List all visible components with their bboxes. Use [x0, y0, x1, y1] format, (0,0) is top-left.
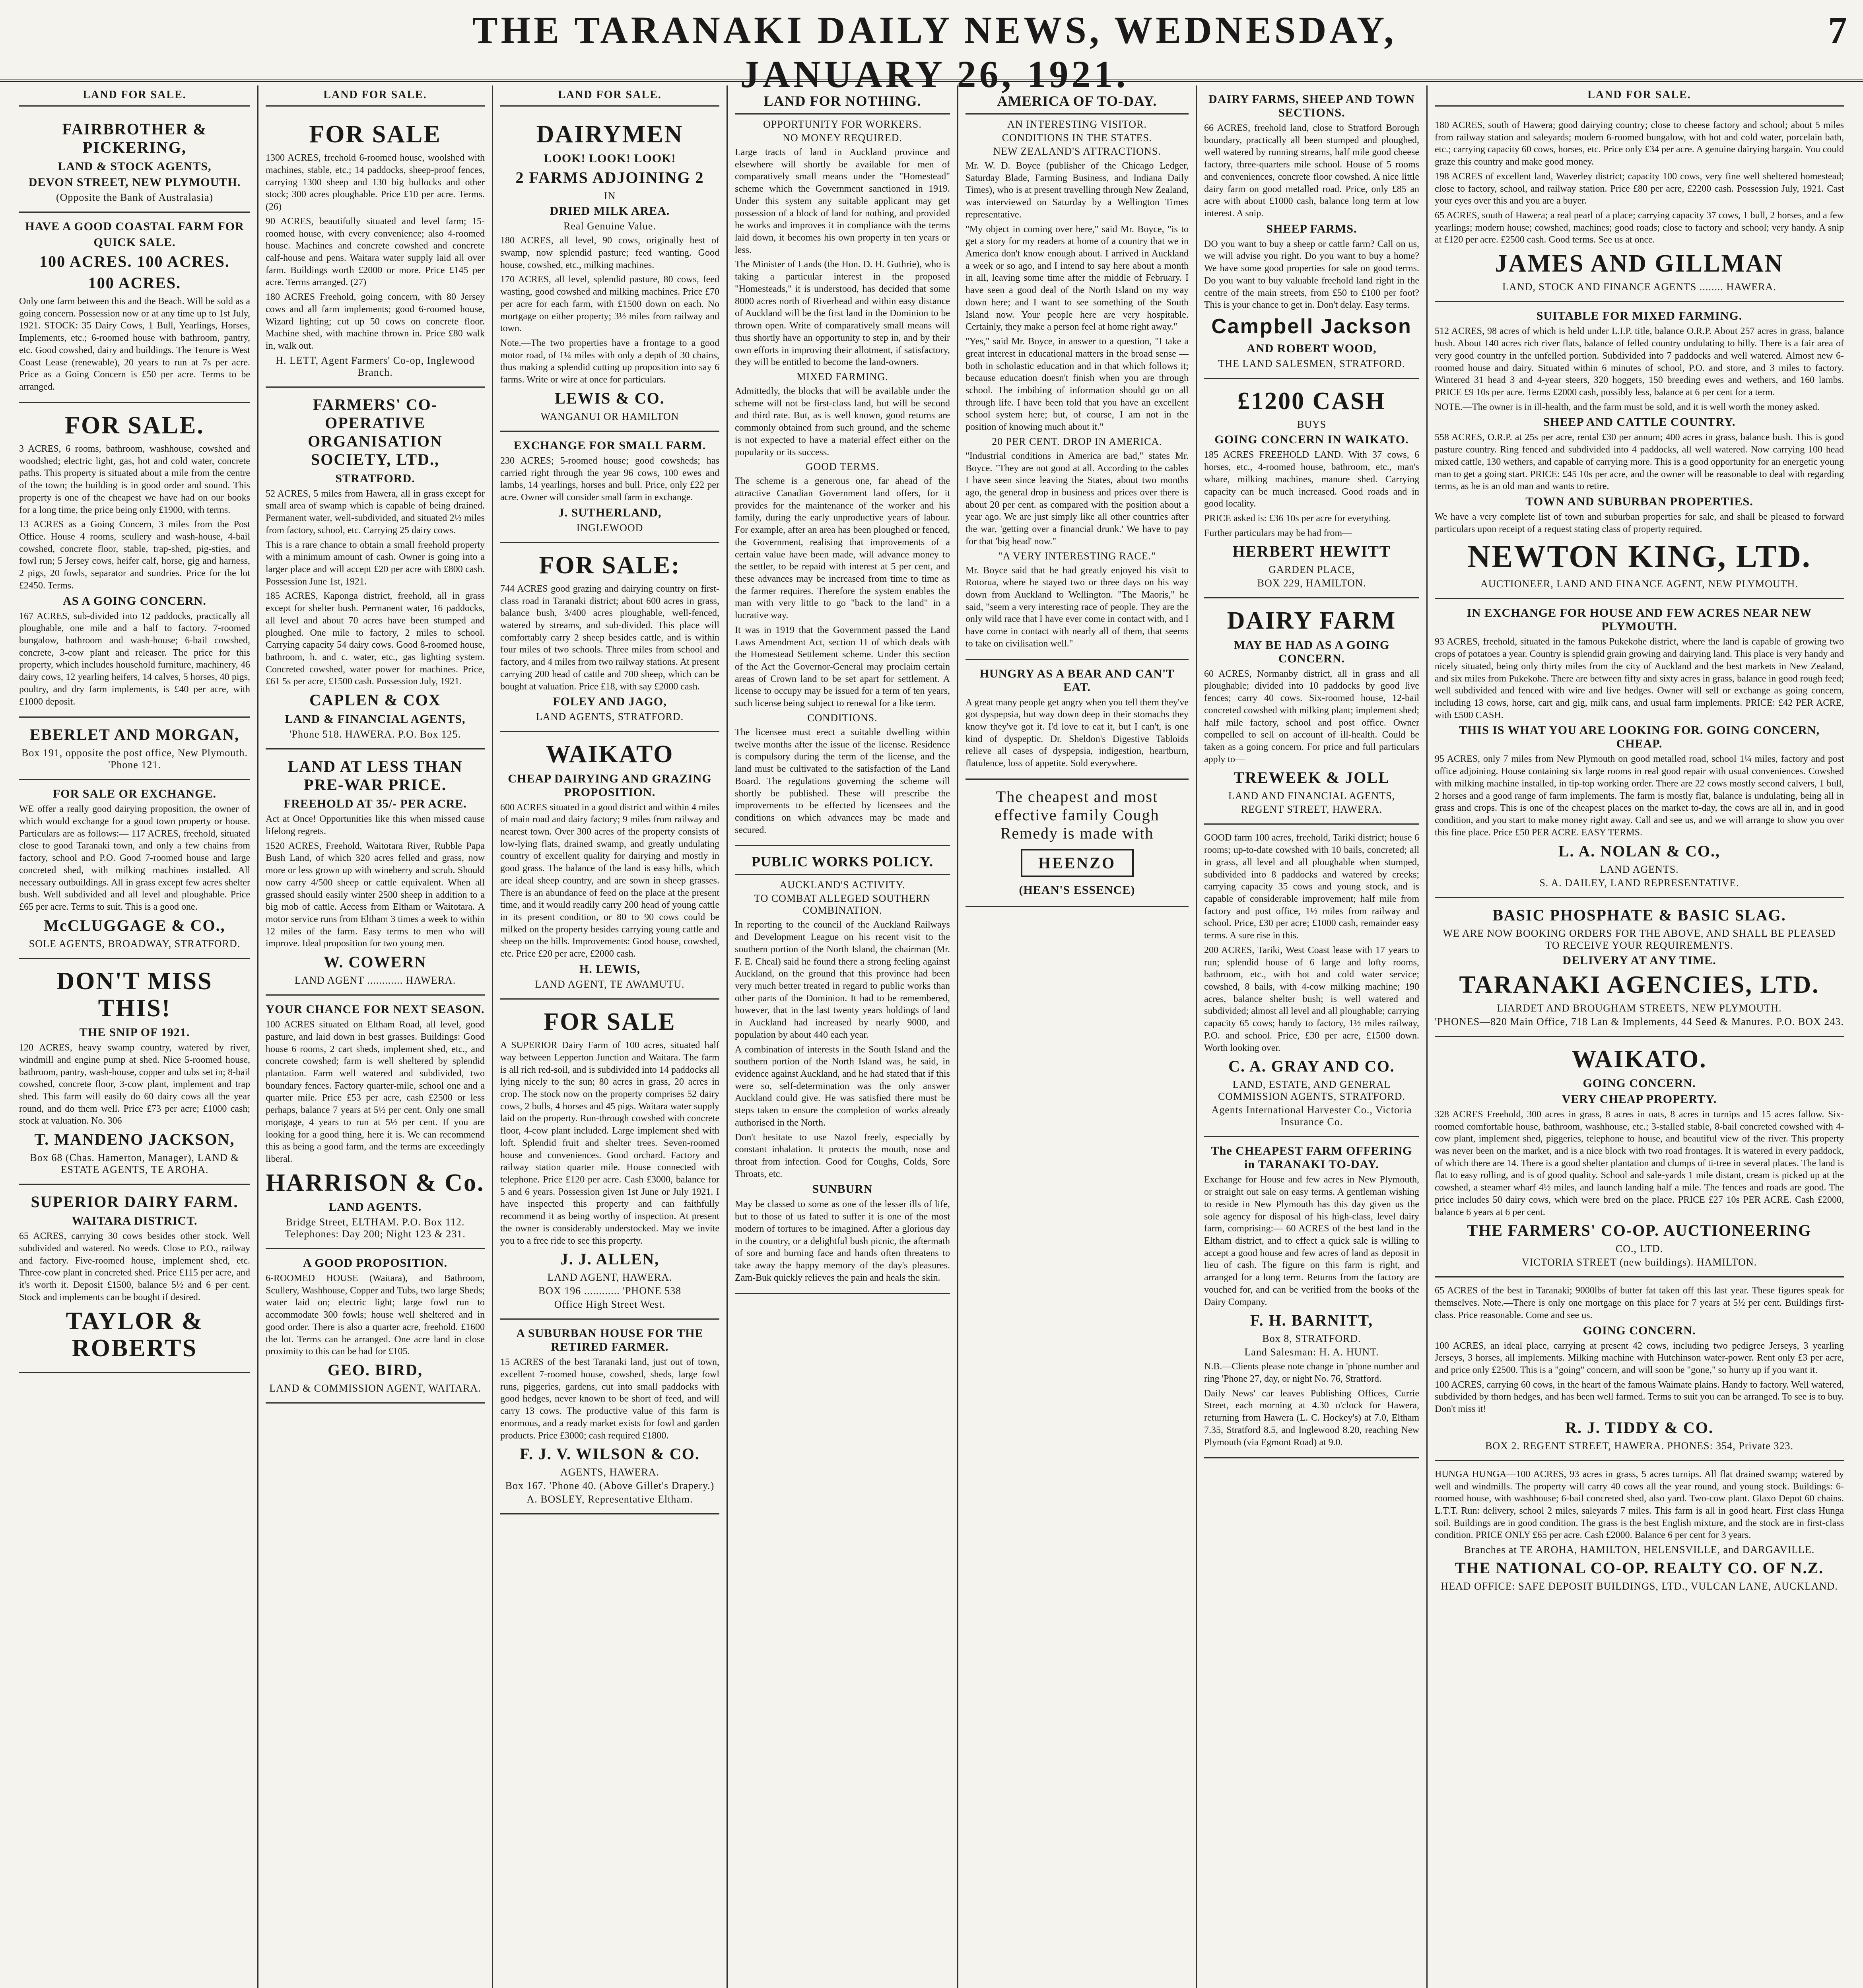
ad-subheading: QUICK SALE.	[93, 236, 176, 249]
agent-name: H. LETT, Agent Farmers' Co-op, Inglewood Branch.	[276, 354, 475, 378]
ad-heading: HAVE A GOOD COASTAL FARM FOR	[25, 220, 244, 233]
ad-subheading: VERY CHEAP PROPERTY.	[1562, 1092, 1717, 1106]
america-article	[965, 85, 1189, 660]
agent-sub: AUCTIONEER, LAND AND FINANCE AGENT, NEW PLYMOUTH.	[1480, 578, 1798, 590]
treweek-ad	[1204, 598, 1419, 825]
article-headline: LAND FOR NOTHING.	[763, 93, 921, 109]
agent-name: R. J. TIDDY & CO.	[1565, 1418, 1713, 1437]
ad-heading: £1200 CASH	[1237, 388, 1386, 415]
article-subhead: NO MONEY REQUIRED.	[783, 132, 902, 144]
ad-subheading: (HEAN'S ESSENCE)	[1019, 883, 1135, 897]
agent-name: JAMES AND GILLMAN	[1495, 250, 1784, 278]
agent-name: NEWTON KING, LTD.	[1467, 539, 1811, 575]
article-subhead: CONDITIONS.	[807, 712, 878, 724]
ad-subheading: SHEEP AND CATTLE COUNTRY.	[1543, 415, 1736, 429]
ad-heading: FOR SALE	[309, 121, 441, 148]
exchange-small-farm-ad	[500, 432, 719, 543]
article-subhead: NEW ZEALAND'S ATTRACTIONS.	[993, 146, 1161, 157]
agent-name: F. H. BARNITT,	[1250, 1311, 1373, 1330]
ad-body: 185 ACRES, Kaponga district, freehold, all in grass except for shelter bush. Permanent water, 16 paddocks, all level and about 70 acres have been stumped and ploughed. One mile to factory, 2 miles to school. Carrying capacity 54 dairy cows. Good 8-roomed house, bathroom, h. and c. water, etc., gas lighting system. Concreted cowshed, water power for machines. Price, £61 5s per acre, £1500 cash. Possession July, 1921.	[266, 591, 485, 687]
waikato-going-concern-ad	[1435, 1037, 1844, 1278]
agent-sub: LAND, ESTATE, AND GENERAL COMMISSION AGENTS, STRATFORD.	[1218, 1079, 1406, 1103]
dont-miss-ad	[19, 959, 250, 1185]
agent-address: VICTORIA STREET (new buildings). HAMILTON.	[1521, 1256, 1757, 1268]
ad-body: Further particulars may be had from—	[1204, 528, 1352, 538]
agent-name: TREWEEK & JOLL	[1234, 769, 1390, 787]
ad-body: 52 ACRES, 5 miles from Hawera, all in grass except for small area of swamp which is capable of being drained. Permanent water, well-subdivided, and situated 2½ miles from factory, school, etc. Carrying 25 dairy cows.	[266, 488, 485, 536]
agent-name: TARANAKI AGENCIES, LTD.	[1459, 971, 1820, 998]
ad-body: 170 ACRES, all level, splendid pasture, 80 cows, feed wasting, good cowshed and milking machines. Price £70 per acre for each farm, with £1500 down on each. No mortgage on either property; 3½ miles from railway and town.	[500, 274, 719, 334]
ad-heading: SUPERIOR DAIRY FARM.	[31, 1193, 239, 1211]
ad-body: 1300 ACRES, freehold 6-roomed house, woolshed with machines, stable, etc.; 14 paddocks, sheep-proof fences, carrying 1300 sheep and 130 big bullocks and other stock; 300 acres ploughable. Price £10 per acre. Terms. (26)	[266, 153, 485, 212]
ad-body: 3 ACRES, 6 rooms, bathroom, washhouse, cowshed and woodshed; electric light, gas, hot and cold water, concrete paths. This property is situated about a mile from the centre of the town; the building is in good order and sound. This property is one of the cheapest we have had on our books for a long time, the price being only £1900, with terms.	[19, 443, 250, 515]
agent-sub: AND ROBERT WOOD,	[1247, 342, 1377, 355]
column-3	[493, 85, 728, 1988]
agent-sub: BOX 2. REGENT STREET, HAWERA. PHONES: 354, Private 323.	[1485, 1440, 1793, 1452]
agent-name: Campbell Jackson	[1211, 315, 1412, 338]
suburban-house-ad	[500, 1320, 719, 1514]
agent-town: STRATFORD.	[335, 472, 415, 485]
ad-body: 13 ACRES as a Going Concern, 3 miles from the Post Office. House 4 rooms, scullery and wash-house, 4-bail cowshed, concrete floor, stable, trap-shed, pig-sties, and fowl run; 5 Jersey cows, heifer calf, horse, gig and harness, 2 pigs, 20 fowls, separator and sundries. Price for the lot £2450. Terms.	[19, 519, 250, 591]
agent-box: Box 167. 'Phone 40. (Above Gillet's Drapery.)	[505, 1480, 715, 1492]
agent-sub: INGLEWOOD	[576, 522, 643, 534]
article-paragraph: The Minister of Lands (the Hon. D. H. Guthrie), who is taking a particular interest in the proposed "Homesteads," it is understood, has decided that some 8000 acres north of Riverhead and within easy distance of Auckland will be the first land in the Dominion to be thrown open. Write of comparatively small means will thus shortly have an opportunity to step in, and by their own efforts in improving their allotment, if satisfactory, they will be entitled to become the land-owners.	[735, 259, 950, 368]
proposition-ad	[266, 1249, 485, 1404]
ad-body: Note.—The two properties have a frontage to a good motor road, of 1¼ miles with only a depth of 30 chains, thus making a splendid cutting up proposition into say 6 farms. Write or wire at once for particulars.	[500, 338, 719, 385]
column-header: LAND FOR SALE.	[500, 85, 719, 107]
waikato-grazing-ad	[500, 732, 719, 1000]
article-paragraph: "Industrial conditions in America are bad," states Mr. Boyce. "They are not good at all. According to the cables I have seen since leaving the States, about two months ago, the general drop in business and prices over there is about 20 per cent. as compared with the position about a year ago. We are just simply like all other countries after the war, 'getting over a financial drunk.' We have to pay for that 'big head' now."	[965, 450, 1189, 547]
tiddy-ad	[1435, 1277, 1844, 1461]
column-header: LAND FOR SALE.	[19, 85, 250, 107]
ad-subheading: CHEAP DAIRYING AND GRAZING PROPOSITION.	[508, 772, 712, 799]
ad-body: 65 ACRES, south of Hawera; a real pearl of a place; carrying capacity 37 cows, 1 bull, 2 horses, and a few yearlings; modern house; cowshed, machines; good roads; close to factory and school; very handy. A snip at £120 per acre. £2500 cash. Good terms. See us at once.	[1435, 210, 1844, 245]
ad-subheading: THIS IS WHAT YOU ARE LOOKING FOR. GOING CONCERN, CHEAP.	[1459, 724, 1820, 751]
james-gillman-ad	[1435, 112, 1844, 302]
public-works-article	[735, 846, 950, 1294]
ad-body: 744 ACRES good grazing and dairying country on first-class road in Taranaki district; about 600 acres in grass, balance bush, 3/400 acres ploughable, well-fenced, watered by streams, and sub-divided. This place will comfortably carry 2 sheep besides cattle, and is within four miles of two schools. Three miles from school and factory, and 4 miles from two railway stations. At present carrying 200 head of cattle and 700 sheep, which can be bought at valuation. Price £18, with say £2000 cash.	[500, 583, 719, 692]
agent-name: CAPLEN & COX	[309, 691, 441, 709]
article-subhead: AN INTERESTING VISITOR.	[1007, 118, 1147, 130]
grazing-ad	[500, 543, 719, 732]
ad-heading: WAIKATO.	[1572, 1045, 1707, 1073]
ad-heading: FOR SALE.	[65, 412, 204, 439]
agent-sub: GARDEN PLACE,	[1269, 564, 1355, 576]
agent-sub: LAND AGENTS.	[328, 1200, 422, 1213]
campbell-jackson-ad	[1204, 85, 1419, 379]
ad-body: 90 ACRES, beautifully situated and level farm; 15-roomed house, with every convenience; also 4-roomed house. Machines and concrete cowshed and concrete calf-house and pens. Waitara water supply laid all over farm. Buildings worth £2000 or more. Price £145 per acre. Terms arranged. (27)	[266, 216, 485, 288]
agent-sub: LIARDET AND BROUGHAM STREETS, NEW PLYMOUTH.	[1497, 1002, 1782, 1014]
ad-subheading: GOING CONCERN.	[1583, 1324, 1696, 1337]
page-number: 7	[1828, 9, 1847, 51]
agent-sub: SOLE AGENTS, BROADWAY, STRATFORD.	[29, 938, 241, 949]
column-header: LAND FOR SALE.	[266, 85, 485, 107]
ad-body: We have a very complete list of town and suburban properties for sale, and shall be pleased to forward particulars upon receipt of a request stating class of property required.	[1435, 512, 1844, 534]
ad-body: WE offer a really good dairying proposition, the owner of which would exchange for a good town property or house. Particulars are as follows:— 117 ACRES, freehold, situated close to good Taranaki town, and only a few chains from factory, school and P.O. Good 7-roomed house and large concreted shed, with milking machines installed. All necessary outbuildings. All in grass except few acres shelter bush. Well subdivided and all level and ploughable. Price £65 per acre. Terms to suit. This is a good one.	[19, 804, 250, 912]
dyspepsia-ad	[965, 660, 1189, 780]
article-paragraph: The licensee must erect a suitable dwelling within twelve months after the issue of the license. Residence is compulsory during the term of the license, and the land must be cultivated to the satisfaction of the Land Board. The regulations governing the scheme will shortly be published. These will prescribe the improvements to be effected by licensees and the conditions on which advances may be made and secured.	[735, 727, 950, 835]
ad-subheading: Real Genuine Value.	[563, 220, 656, 232]
ad-body: 120 ACRES, heavy swamp country, watered by river, windmill and engine pump at shed. Nice 5-roomed house, bathroom, pantry, wash-house, copper and tubs set in; 8-bail cowshed, concrete floor, 3-cow plant, implement and trap shed. This farm will easily do 60 dairy cows all the year round, and do them well. Price £73 per acre; £1000 cash; stock at valuation. No. 306	[19, 1043, 250, 1126]
acreage: 100 ACRES.	[88, 274, 181, 292]
agent-rep: A. BOSLEY, Representative Eltham.	[526, 1493, 693, 1505]
article-subhead: CONDITIONS IN THE STATES.	[1002, 132, 1152, 144]
ad-heading: A SUBURBAN HOUSE FOR THE RETIRED FARMER.	[516, 1327, 703, 1354]
agent-box: BOX 196 ............ 'PHONE 538	[538, 1285, 682, 1297]
agent-name: J. SUTHERLAND,	[558, 506, 662, 519]
ad-note: NOTE.—The owner is in ill-health, and the farm must be sold, and it is well worth the money asked.	[1435, 402, 1820, 412]
fairbrother-ad	[19, 112, 250, 213]
ad-body: 100 ACRES, an ideal place, carrying at present 42 cows, including two pedigree Jerseys, 3 yearling Jerseys, 3 horses, all implements. Milking machine with Hutchinson water-power. Rent only £3 per acre, and price only £2500. This is a "going" concern, and will soon be "gone," so hurry up if you want it.	[1435, 1340, 1844, 1375]
article-subhead: MIXED FARMING.	[796, 371, 888, 382]
agent-sub: LAND & STOCK AGENTS,	[58, 160, 212, 173]
ad-heading: DAIRY FARMS, SHEEP AND TOWN SECTIONS.	[1208, 93, 1415, 119]
ad-body: 558 ACRES, O.R.P. at 25s per acre, rental £30 per annum; 400 acres in grass, balance bush. This is good pasture country. Ring fenced and subdivided into 4 paddocks, all well watered. Now carrying 100 head mixed cattle, 130 wethers, and capable of carrying more. This is a good opportunity for an energetic young man to get a going start. PRICE: £45 10s per acre, and the owner will be reasonable to deal with regarding terms, as he is an old man and wants to retire.	[1435, 432, 1844, 492]
ad-body: A great many people get angry when you tell them they've got dyspepsia, but way down deep in their stomachs they know they've got it. I'd love to eat it, but I can't, is one kind of dyspeptic. Dr. Sheldon's Digestive Tabloids relieve all cases of dyspepsia, indigestion, heartburn, flatulence, loss of appetite. Sold everywhere.	[965, 697, 1189, 769]
ad-heading: DAIRYMEN	[536, 121, 684, 148]
ad-body: 198 ACRES of excellent land, Waverley district; capacity 100 cows, very fine well sheltered homestead; close to factory, school, and railway station. Price £80 per acre, £2200 cash. Possession July, 1921. Cast your eyes over this and you are a buyer.	[1435, 171, 1844, 206]
ad-heading: DON'T MISS THIS!	[56, 967, 213, 1022]
for-sale-ad	[19, 403, 250, 718]
agent-sub: LAND AGENT ............ HAWERA.	[294, 975, 456, 986]
ad-body: 167 ACRES, sub-divided into 12 paddocks, practically all ploughable, one mile and a half to factory. 7-roomed bungalow, bathroom and wash-house; 6-bail cowshed, concrete, 3-cow plant and releaser. The price for this property, which includes household furniture, machinery, 46 dairy cows, 12 yearling heifers, 14 calves, 5 horses, 40 pigs, poultry, and dry farm implements, is £40 per acre, with £1000 deposit.	[19, 611, 250, 707]
ad-body: DO you want to buy a sheep or cattle farm? Call on us, we will advise you right. Do you want to buy a home? We have some good properties for sale on good terms. Do you want to buy valuable freehold land right in the centre of the main streets, from £50 to £100 per foot? This is your chance to get in. Don't delay. Easy terms.	[1204, 239, 1419, 311]
ad-subheading: MAY BE HAD AS A GOING CONCERN.	[1234, 638, 1390, 665]
article-paragraph: Don't hesitate to use Nazol freely, especially by constant inhalation. It protects the mouth, nose and throat from infection. Good for Coughs, Colds, Sore Throats, etc.	[735, 1132, 950, 1179]
ad-body: 15 ACRES of the best Taranaki land, just out of town, excellent 7-roomed house, cowshed, sheds, large fowl runs, piggeries, gardens, cut into small paddocks with good hedges, never known to be short of feed, and will carry 13 cows. The productive value of this farm is enormous, and a ready market exists for fowl and garden products. Price £3000; cash required £1800.	[500, 1357, 719, 1441]
agent-sub: LAND AGENT, TE AWAMUTU.	[535, 978, 685, 990]
ad-heading: FOR SALE OR EXCHANGE.	[52, 787, 217, 801]
agent-address: Bridge Street, ELTHAM. P.O. Box 112. Telephones: Day 200; Night 123 & 231.	[285, 1216, 466, 1240]
agent-sub: CO., LTD.	[1615, 1243, 1663, 1255]
article-paragraph: Mr. W. D. Boyce (publisher of the Chicago Ledger, Saturday Blade, Farming Business, and Indiana Daily Times), who is at present travelling through New Zealand, was interviewed on Saturday by a Wellington Times representative.	[965, 161, 1189, 220]
next-season-ad	[266, 996, 485, 1249]
lett-ad	[266, 112, 485, 388]
ad-heading: DAIRY FARM	[1227, 607, 1397, 635]
agent-name: FARMERS' CO-OPERATIVE ORGANISATION SOCIETY, LTD.,	[308, 395, 443, 468]
article-headline: AMERICA OF TO-DAY.	[997, 93, 1157, 109]
ad-heading: The cheapest and most effective family Cough Remedy is made with	[995, 787, 1160, 842]
ad-body: 230 ACRES; 5-roomed house; good cowsheds; has carried right through the year 96 cows, 100 ewes and lambs, 14 yearlings, horses and bull. Price, only £22 per acre. Owner will consider small farm in exchange.	[500, 455, 719, 503]
ad-body: A SUPERIOR Dairy Farm of 100 acres, situated half way between Lepperton Junction and Waitara. The farm is all rich red-soil, and is subdivided into 14 paddocks all lying nicely to the sun; 80 acres in grass, 20 acres in crop. The stock now on the property comprises 52 dairy cows, 2 bulls, 4 horses and 45 pigs. Waitara water supply laid on the property. Run-through cowshed with concrete floor, 4-cow plant included. Large implement shed with loft. Splendid fruit and shelter trees. Seven-roomed house and conveniences. Good orchard. Factory and railway station quarter mile. House connected with telephone. Price £120 per acre. Cash £3000, balance for 5 and 6 years. Possession given 1st June or July 1921. I have inspected this property and can faithfully recommend it as being worthy of inspection. At present the owner is considerably understocked. May we invite you to a free ride to see this property.	[500, 1040, 719, 1246]
nolan-ad	[1435, 599, 1844, 898]
ad-body: 100 ACRES situated on Eltham Road, all level, good pasture, and laid down in best grasses. Buildings: Good house 6 rooms, 2 cart sheds, implement shed, etc., and concrete cowshed; farm is well sheltered by splendid plantation. Farm well watered and subdivided, two boundary fences. Factory quarter-mile, school one and a quarter mile. Price £53 per acre, cash £2500 or less perhaps, balance 7 years at 5½ per cent. Only one small mortgage, 4 years to run at 5½ per cent. If you are looking for a good thing, here it is. We can recommend this as being a good farm, and the terms are exceedingly liberal.	[266, 1019, 485, 1164]
ad-subheading: GOING CONCERN.	[1583, 1076, 1696, 1090]
coastal-farm-ad	[19, 213, 250, 403]
article-headline: PUBLIC WORKS POLICY.	[751, 854, 934, 870]
superior-dairy-farm-ad	[500, 1000, 719, 1320]
divider	[735, 874, 950, 875]
divider	[735, 113, 950, 115]
ad-body: Exchange for House and few acres in New Plymouth, or straight out sale on easy terms. A gentleman wishing to reside in New Plymouth has this day given us the sole agency for disposal of his high-class, level dairy farm, comprising:— 60 ACRES of the best land in the Eltham district, and to effect a quick sale is willing to accept a good house and few acres of land as deposit in lieu of cash. The figure on this farm is right, and arranged for a long term. Returns from the factory are vouched for, and can be verified from the books of the Dairy Company.	[1204, 1175, 1419, 1307]
agent-name: T. MANDENO JACKSON,	[34, 1130, 235, 1149]
agent-name: EBERLET AND MORGAN,	[29, 726, 240, 744]
heenzo-logo: HEENZO	[1021, 849, 1134, 877]
agent-address: Box 191, opposite the post office, New Plymouth. 'Phone 121.	[21, 747, 248, 771]
agent-name: HARRISON & Co.	[266, 1169, 485, 1196]
ad-body: 6-ROOMED HOUSE (Waitara), and Bathroom, Scullery, Washhouse, Copper and Tubs, two large Sheds; water laid on; electric light; large fowl run to accommodate 300 fowls; house well sheltered and in good order. There is also a quarter acre, freehold. £1600 the lot. Terms can be arranged. One acre land in close proximity to this can be had for £105.	[266, 1273, 485, 1357]
gray-ad	[1204, 825, 1419, 1137]
newton-king-ad	[1435, 302, 1844, 599]
basic-slag-ad	[1435, 898, 1844, 1037]
agent-sub: Box 68 (Chas. Hamerton, Manager), LAND & ESTATE AGENTS, TE AROHA.	[30, 1152, 239, 1176]
article-paragraph: The scheme is a generous one, far ahead of the attractive Canadian Government land offers, for it provides for the maintenance of the worker and his family, during the early unproductive years of labour. For example, after an area has been ploughed or fenced, the Government, realising that improvements of a certain value have been made, will advance money to the settler, to be repaid with interest at 5 per cent, and these advances may be increased from time to time as the farmer requires. Therefore the system enables the man with very little to go "back to the land" in a lucrative way.	[735, 476, 950, 621]
ad-body: 180 ACRES, south of Hawera; good dairying country; close to cheese factory and school; about 5 miles from railway station and saleyards; modern 6-roomed bungalow, with hot and cold water, porcelain bath, etc.; carrying capacity 60 cows, horses, etc. Price only £34 per acre. A genuine dairying bargain. You could graze this country and make good money.	[1435, 120, 1844, 167]
ad-body: 180 ACRES, all level, 90 cows, originally best of swamp, now splendid pasture; feed wanting. Good house, cowshed, etc., milking machines.	[500, 235, 719, 270]
ad-heading: YOUR CHANCE FOR NEXT SEASON.	[266, 1003, 485, 1016]
ad-body: Only one farm between this and the Beach. Will be sold as a going concern. Possession now or at any time up to 1st July, 1921. STOCK: 35 Dairy Cows, 1 Bull, Yearlings, Horses, Implements, etc.; 6-roomed house with bathroom, pantry, etc. Good cowshed, dairy and buildings. The Tenure is West Coast Lease (renewable), 20 years to run at 7s per acre. Price as a Going Concern is £50 per acre. Terms to be arranged.	[19, 296, 250, 392]
ad-heading: A GOOD PROPOSITION.	[303, 1256, 448, 1270]
column-4	[728, 85, 958, 1988]
ad-body: 60 ACRES, Normanby district, all in grass and all ploughable; divided into 10 paddocks by good live fences; carry 40 cows. Six-roomed house, 12-bail concreted cowshed with milking plant; implement shed; half mile factory, school and post office. Owner compelled to sell on account of ill-health. Could be taken as a going concern. For price and full particulars apply to—	[1204, 668, 1419, 765]
ad-body: 512 ACRES, 98 acres of which is held under L.I.P. title, balance O.R.P. About 257 acres in grass, balance bush. About 140 acres rich river flats, balance of felled country undulating to hilly. There is a fair area of very good country in the unfelled portion. Subdivided into 7 paddocks and well watered. Almost new 6-roomed house and dairy. Situated within 6 minutes of school, P.O. and store, and 3 miles to factory. Wintered 31 head 3 and 4-year steers, 320 hoggets, 150 breeding ewes and wethers, and 160 lambs. PRICE £9 10s per acre. Terms £2000 cash, possibly less, balance at 6 per cent for a term.	[1435, 326, 1844, 398]
agent-sub: REGENT STREET, HAWERA.	[1241, 804, 1383, 815]
newspaper-title: THE TARANAKI DAILY NEWS, WEDNESDAY, JANUARY 26, 1921.	[472, 9, 1397, 95]
agent-sub: Box 8, STRATFORD.	[1262, 1333, 1361, 1345]
acreage: 100 ACRES. 100 ACRES.	[39, 252, 230, 270]
article-subhead: "A VERY INTERESTING RACE."	[998, 550, 1156, 562]
agent-sub: LAND & COMMISSION AGENT, WAITARA.	[269, 1382, 481, 1394]
farmers-coop-ad	[266, 388, 485, 750]
ad-subheading: AS A GOING CONCERN.	[63, 594, 206, 608]
agent-sub: HEAD OFFICE: SAFE DEPOSIT BUILDINGS, LTD., VULCAN LANE, AUCKLAND.	[1441, 1580, 1838, 1592]
agent-sub: S. A. DAILEY, LAND REPRESENTATIVE.	[1539, 877, 1739, 889]
ad-heading: SUITABLE FOR MIXED FARMING.	[1536, 309, 1743, 323]
article-paragraph: "My object in coming over here," said Mr. Boyce, "is to get a story for my readers at home of a country that we in America don't know enough about. I arrived in Auckland a week or so ago, and I intend to say here about a month in all, leaving some time after the middle of February. I have seen a good deal of the North Island on my way down here; and I want to see something of the South Island now. Your people here are very hospitable. Certainly, they make a person feel at home right away."	[965, 224, 1189, 332]
ad-heading: EXCHANGE FOR SMALL FARM.	[513, 439, 706, 452]
column-5	[958, 85, 1197, 1988]
agent-sub: THE LAND SALESMEN, STRATFORD.	[1218, 358, 1405, 370]
article-paragraph: Large tracts of land in Auckland province and elsewhere will shortly be available for men of comparatively small means under the "Homestead" scheme which the Government sanctioned in 1919. Under this system any suitable applicant may get possession of a block of land for nothing, and provided he works and improves it in compliance with the terms laid down, it becomes his own property in ten years or less.	[735, 147, 950, 255]
column-header: LAND FOR SALE.	[1435, 85, 1844, 107]
divider	[965, 113, 1189, 115]
article-subhead: OPPORTUNITY FOR WORKERS.	[763, 118, 922, 130]
agent-name: THE NATIONAL CO-OP. REALTY CO. OF N.Z.	[1455, 1559, 1824, 1577]
ad-body: 66 ACRES, freehold land, close to Stratford Borough boundary, practically all been stumped and ploughed, well watered by running streams, half mile good cheese factory, three-quarters mile school. House of 5 rooms and conveniences, concrete floor cowshed. A nice little dairy farm on good metalled road. Price, only £85 an acre with about £1000 cash, balance long term at low interest. A snip.	[1204, 123, 1419, 219]
hewitt-ad	[1204, 379, 1419, 598]
ad-heading: The CHEAPEST FARM OFFERING in TARANAKI TO-DAY.	[1211, 1144, 1412, 1171]
news-car-notice: Daily News' car leaves Publishing Offices, Currie Street, each morning at 4.30 o'clock for Hawera, returning from Hawera (L. C. Hockey's) at 7.0, Eltham 7.35, Stratford 8.5, and Inglewood 8.20, reaching New Plymouth (via Egmont Road) at 9.0.	[1204, 1388, 1419, 1448]
land-for-nothing-article	[735, 85, 950, 846]
ad-body: 200 ACRES, Tariki, West Coast lease with 17 years to run; splendid house of 6 large and lofty rooms, bathroom, etc., with hot and cold water service; cowshed, 8 bails, with 4-cow milking machine; 190 acres, balance shelter bush; is well watered and subdivided; almost all level and all ploughable; carrying capacity 65 cows; handy to factory, 1½ miles railway, P.O. and school. Price, £30 per acre, £1500 down. Worth looking over.	[1204, 945, 1419, 1053]
ad-subheading: WAITARA DISTRICT.	[72, 1214, 198, 1228]
ad-heading: HUNGRY AS A BEAR AND CAN'T EAT.	[979, 667, 1175, 694]
ad-subheading: DELIVERY AT ANY TIME.	[1562, 953, 1716, 967]
ad-body: 600 ACRES situated in a good district and within 4 miles of main road and dairy factory; 9 miles from railway and nearest town. Over 300 acres of the property consists of low-lying flats, drained swamp, and greatly undulating country of excellent quality for dairying and mostly in good grass. The balance of the land is easy hills, which are ideal sheep country, and are sown in sheep grasses. There is an abundance of feed on the place at the present time, and it would readily carry 200 head of young cattle in its present condition, or 80 to 90 cows could be milked on the property besides carrying young cattle and sheep on the hills. Improvements: Good house, cowshed, etc. Price £20 per acre, £2000 cash.	[500, 802, 719, 959]
agent-sub: AGENTS, HAWERA.	[560, 1466, 660, 1478]
ad-subheading: BUYS	[1297, 419, 1327, 431]
ad-heading: FOR SALE	[544, 1008, 676, 1035]
ad-heading: IN EXCHANGE FOR HOUSE AND FEW ACRES NEAR NEW PLYMOUTH.	[1467, 606, 1812, 633]
article-paragraph: In reporting to the council of the Auckland Railways and Development League on his recent visit to the southern portion of the North Island, the chairman (Mr. F. E. Cheal) said he found there a strong feeling against Auckland, on the ground that this province had been very much better treated in regard to public works than other parts of the Dominion. It had to be remembered, however, that in the last twenty years holdings of land in Auckland had increased by nearly 9000, and population by about 440 each year.	[735, 920, 950, 1040]
agent-phones: 'PHONES—820 Main Office, 718 Lan & Implements, 44 Seed & Manures. P.O. BOX 243.	[1435, 1015, 1844, 1027]
agent-sub: LAND AGENTS, STRATFORD.	[536, 711, 684, 723]
superior-dairy-ad	[19, 1185, 250, 1373]
ad-body: 100 ACRES, carrying 60 cows, in the heart of the famous Waimate plains. Handy to factory. Well watered, subdivided by thorn hedges, and has been well farmed. Terms to suit you can be arranged. To see is to buy. Don't miss it!	[1435, 1379, 1844, 1415]
ad-body: 95 ACRES, only 7 miles from New Plymouth on good metalled road, school 1¼ miles, factory and post office adjoining. House containing six large rooms in real good repair with usual conveniences. Cowshed with milking machine installed, in tip-top working order. There are 22 cows mostly second calvers, 1 bull, 2 horses and a good range of farm implements. The farm is mostly flat, balance is undulating, being all in grass and crops. This is one of the cheapest places on the market to-day, the cows are all in, and in good condition, and you start to make money right away. Call and see us, and we will arrange to show you over this fine place. Price £50 PER ACRE. EASY TERMS.	[1435, 754, 1844, 838]
agent-name: J. J. ALLEN,	[560, 1250, 660, 1268]
agent-sub: Agents International Harvester Co., Victoria Insurance Co.	[1211, 1104, 1412, 1128]
ad-body: 185 ACRES FREEHOLD LAND. With 37 cows, 6 horses, etc., 4-roomed house, bathroom, etc., man's whare, milking machines, manure shed. Carrying capacity can be much increased. Good roads and in good locality.	[1204, 450, 1419, 509]
agent-name: W. COWERN	[324, 953, 427, 971]
ad-body: WE ARE NOW BOOKING ORDERS FOR THE ABOVE, AND SHALL BE PLEASED TO RECEIVE YOUR REQUIREMENTS.	[1443, 927, 1836, 951]
agent-name: H. LEWIS,	[579, 962, 641, 976]
ad-body: 65 ACRES, carrying 30 cows besides other stock. Well subdivided and watered. No weeds. Close to P.O., railway and factory. Five-roomed house, implement shed, etc. Three-cow plant in concreted shed. Price £115 per acre, and it's worth it. Deposit £1500, balance 5½ and 6 per cent. Stock and implements can be bought if desired.	[19, 1231, 250, 1303]
article-subhead: TO COMBAT ALLEGED SOUTHERN COMBINATION.	[754, 893, 931, 916]
article-subhead: 20 PER CENT. DROP IN AMERICA.	[992, 435, 1162, 447]
ad-price: PRICE asked is: £36 10s per acre for everything.	[1204, 513, 1391, 524]
heenzo-ad	[965, 780, 1189, 907]
ad-body: 65 ACRES of the best in Taranaki; 9000lbs of butter fat taken off this last year. These figures speak for themselves. Note.—There is only one mortgage on this place for 7 years at 5½ per cent. Buildings first-class. Price reasonable. Come and see us.	[1435, 1285, 1844, 1320]
article-subhead: SUNBURN	[812, 1182, 873, 1196]
agent-sub: LAND, STOCK AND FINANCE AGENTS ........ HAWERA.	[1502, 281, 1776, 293]
agent-sub: WANGANUI OR HAMILTON	[540, 410, 679, 422]
agent-name: L. A. NOLAN & CO.,	[1558, 842, 1721, 860]
agent-name: LEWIS & CO.	[555, 389, 665, 407]
ad-subheading: TOWN AND SUBURBAN PROPERTIES.	[1525, 495, 1753, 508]
agent-sub: LAND AGENTS.	[1600, 863, 1679, 875]
agent-address: DEVON STREET, NEW PLYMOUTH.	[28, 176, 241, 189]
article-paragraph: A combination of interests in the South Island and the southern portion of the North Island was, he said, in evidence against Auckland, and he had stated that if this were so, self-determination was the only answer Auckland could give. He was satisfied there must be steps taken to ensure the completion of works already authorised in the North.	[735, 1044, 950, 1128]
agent-note: (Opposite the Bank of Australasia)	[56, 192, 214, 203]
agent-name: C. A. GRAY AND CO.	[1228, 1057, 1395, 1076]
ad-heading: FOR SALE:	[539, 551, 681, 579]
article-paragraph: It was in 1919 that the Government passed the Land Laws Amendment Act, section 11 of which deals with the Homestead Settlement scheme. Under this section of the Act the Governor-General may proclaim certain areas of Crown land to be set apart for settlement. A license to occupy may be issued for a term of ten years, such license being subject to renewal for a like term.	[735, 625, 950, 709]
article-subhead: GOOD TERMS.	[805, 461, 880, 473]
ad-heading: BASIC PHOSPHATE & BASIC SLAG.	[1492, 906, 1786, 924]
agent-office: Office High Street West.	[554, 1299, 666, 1310]
agent-name: HERBERT HEWITT	[1232, 542, 1391, 561]
ad-body: 93 ACRES, freehold, situated in the famous Pukekohe district, where the land is capable of growing two crops of potatoes a year. Country is splendid grain growing and dairying land. This place is very handy and nicely situated, being only thirty miles from the city of Auckland and the best markets in New Zealand, and six miles from Pukekohe. There are between fifty and sixty acres in grass, balance in good rough feed; well subdivided and fenced with wire and live hedges. Owner will sell or exchange as going concern, including 13 cows, horse, cart and gig, milk cans, and usual farm implements. PRICE: £42 PER ACRE, with £500 CASH.	[1435, 637, 1844, 720]
article-paragraph: May be classed to some as one of the lesser ills of life, but to those of us fated to suffer it is one of the most modern of tortures to be imagined. After a glorious day in the country, or a delightful bush picnic, the aftermath of sore and burning face and hands often threatens to take away the happy memory of the day's pleasures. Zam-Buk quickly relieves the pain and heals the skin.	[735, 1199, 950, 1283]
ad-branches: Branches at TE AROHA, HAMILTON, HELENSVILLE, and DARGAVILLE.	[1464, 1544, 1815, 1556]
ad-subheading: GOING CONCERN IN WAIKATO.	[1214, 433, 1409, 447]
column-6	[1197, 85, 1428, 1988]
agent-address: 'Phone 518. HAWERA. P.O. Box 125.	[289, 728, 461, 740]
ad-body: 328 ACRES Freehold, 300 acres in grass, 8 acres in oats, 8 acres in turnips and 15 acres fallow. Six-roomed comfortable house, bathroom, washhouse, etc.; 3-stalled stable, 8-bail concreted cowshed with 4-cow plant, implement shed, piggeries, telephone to house, and beautiful view of the river. This property was never been on the market, and is a nice block with two road frontages. It is watered in every paddock, of which there are 14. There is a good shelter plantation and clumps of ti-tree in several places. The land is flat to easy rolling, and is of good quality. School and sale-yards 1 mile distant, cream is picked up at the cowshed, a steamer wharf 4½ miles, and launch landing half a mile. The fences and roads are good. The price includes 50 dairy cows, which were bred on the place. PRICE £27 10s PER ACRE. Cash £2000, balance 6 years at 6 per cent.	[1435, 1109, 1844, 1217]
agent-name: FOLEY AND JAGO,	[553, 695, 667, 709]
ad-body: This is a rare chance to obtain a small freehold property with a minimum amount of cash. Owner is going into a larger place and will accept £20 per acre with £800 cash. Possession June 1st, 1921.	[266, 540, 485, 587]
ad-subheading: IN	[604, 190, 616, 202]
ad-subheading: THE SNIP OF 1921.	[79, 1026, 190, 1039]
ad-body: HUNGA HUNGA—100 ACRES, 93 acres in grass, 5 acres turnips. All flat drained swamp; watered by well and windmills. The property will carry 40 cows all the year round, and young stock. Buildings: 6-roomed house, with washhouse; 6-bail concreted shed, also yard. Two-cow plant. Glaxo Depot 60 chains. L.T.T. Run: delivery, school 2 miles, saleyards 7 miles. This farm is all in good heart. First class Hunga soil. Buildings are in good condition. The grass is the best English mixture, and the stock are in first-class condition. PRICE ONLY £65 per acre. Cash £2000. Balance 6 per cent for 3 years.	[1435, 1469, 1844, 1541]
page-columns	[12, 85, 1851, 1988]
ad-subheading: LOOK! LOOK! LOOK!	[544, 152, 676, 165]
ad-subheading: SHEEP FARMS.	[1266, 222, 1357, 235]
agent-sub: BOX 229, HAMILTON.	[1257, 577, 1366, 589]
ad-subheading: FREEHOLD AT 35/- PER ACRE.	[284, 797, 467, 811]
exchange-ad	[19, 780, 250, 959]
article-paragraph: "Yes," said Mr. Boyce, in answer to a question, "I take a great interest in educational matters in the broad sense — both in scholastic education and in that which follows it; because education doesn't finish when you are through school. The imbibing of information should go on all through life. I have been told that you have an excellent school system here; but, of course, I am not in the position of knowing much about it."	[965, 336, 1189, 433]
agent-sub: LAND AGENT, HAWERA.	[547, 1272, 672, 1283]
barnitt-ad	[1204, 1137, 1419, 1458]
agent-name: FAIRBROTHER & PICKERING,	[62, 120, 207, 156]
agent-sub: LAND AND FINANCIAL AGENTS,	[1228, 790, 1395, 802]
column-7	[1428, 85, 1851, 1988]
agent-sub: LAND & FINANCIAL AGENTS,	[285, 712, 466, 726]
article-paragraph: Admittedly, the blocks that will be available under the scheme will not be first-class land, but will be second and third rate. But, as is well known, good returns are commonly obtained from such ground, and the scheme is not expected to have a material effect either on the popularity or its success.	[735, 386, 950, 458]
ad-heading: LAND AT LESS THAN PRE-WAR PRICE.	[288, 757, 463, 794]
prewar-ad	[266, 749, 485, 996]
ad-heading: WAIKATO	[546, 741, 674, 768]
agent-name: GEO. BIRD,	[328, 1361, 423, 1379]
agent-name: TAYLOR & ROBERTS	[66, 1307, 204, 1362]
column-1	[12, 85, 258, 1988]
column-2	[258, 85, 493, 1988]
agent-name: F. J. V. WILSON & CO.	[520, 1445, 700, 1463]
eberlet-ad	[19, 718, 250, 780]
article-paragraph: Mr. Boyce said that he had greatly enjoyed his visit to Rotorua, where he stayed two or three days on his way down from Auckland to Wellington. "The Maoris," he said, "seem a very interesting race of people. They are the only wild race that I have ever come in contact with, and I have come in contact with nearly all of them, that seems to take on civilisation well."	[965, 565, 1189, 649]
ad-body: Act at Once! Opportunities like this when missed cause lifelong regrets.	[266, 814, 485, 837]
agent-name: THE FARMERS' CO-OP. AUCTIONEERING	[1467, 1221, 1812, 1240]
dairymen-ad	[500, 112, 719, 432]
agent-name: McCLUGGAGE & CO.,	[44, 916, 225, 934]
ad-body: 1520 ACRES, Freehold, Waitotara River, Rubble Papa Bush Land, of which 320 acres felled and grass, now more or less grown up with wineberry and scrub. Should now carry 4/500 sheep or cattle equivalent. When all grassed should easily winter 2500 sheep in addition to a big mob of cattle. Access from Eltham or Waitotara. A motor service runs from Eltham 3 times a week to within 12 miles of the farm. Easy terms to men who will improve. Ideal proposition for two young men.	[266, 841, 485, 949]
article-subhead: AUCKLAND'S ACTIVITY.	[779, 879, 905, 891]
national-realty-ad	[1435, 1461, 1844, 1600]
ad-body: 180 ACRES Freehold, going concern, with 80 Jersey cows and all farm implements; good 6-roomed house, Wizard lighting; cut up 50 cows on concrete floor. Machine shed, with machine thrown in. Price £80 walk in, walk out.	[266, 292, 485, 351]
ad-subheading: DRIED MILK AREA.	[550, 204, 670, 218]
agent-sub: Land Salesman: H. A. HUNT.	[1244, 1346, 1379, 1358]
ad-body: GOOD farm 100 acres, freehold, Tariki district; house 6 rooms; up-to-date cowshed with 10 bails, concreted; all in grass, all level and all ploughable when stumped, subdivided into 8 paddocks and watered by creeks; carrying capacity 35 cows and young stock, and is capable of considerable improvement; half mile from factory and post office, 1½ miles from railway and school. Price, £30 per acre; £1000 cash, remainder easy terms. A sure rise in this.	[1204, 833, 1419, 941]
ad-subheading: 2 FARMS ADJOINING 2	[515, 169, 704, 187]
ad-note: N.B.—Clients please note change in 'phone number and ring 'Phone 27, day, or night No. 76, Stratford.	[1204, 1361, 1419, 1384]
